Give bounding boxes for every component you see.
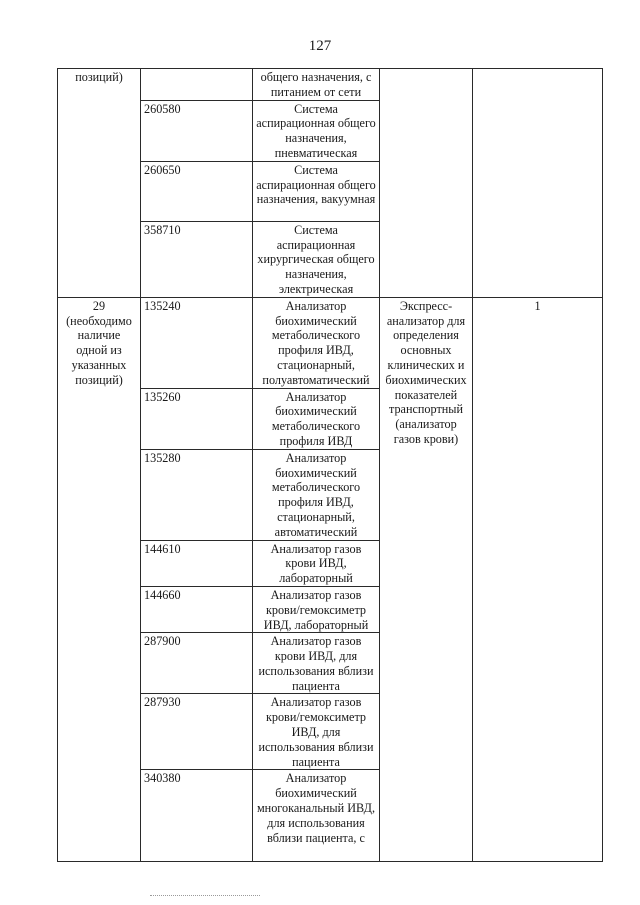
code-cell [141, 69, 253, 101]
code-cell: 340380 [141, 770, 253, 862]
position-cell: 29 (необходимо наличие одной из указанных позиций) [58, 297, 141, 862]
code-cell: 144610 [141, 540, 253, 586]
name-cell: общего назначения, с питанием от сети [253, 69, 380, 101]
code-cell: 260580 [141, 100, 253, 161]
name-cell: Анализатор биохимический метаболического профиля ИВД [253, 388, 380, 449]
code-cell: 287900 [141, 633, 253, 694]
name-cell: Система аспирационная общего назначения, пневматическая [253, 100, 380, 161]
description-cell [380, 69, 473, 298]
position-cell: позиций) [58, 69, 141, 298]
code-cell: 358710 [141, 221, 253, 297]
name-cell: Анализатор биохимический многоканальный ИВД, для использования вблизи пациента, с [253, 770, 380, 862]
table-row [58, 69, 603, 101]
quantity-cell [473, 69, 603, 298]
name-cell: Система аспирационная общего назначения, вакуумная [253, 161, 380, 221]
code-cell: 144660 [141, 586, 253, 632]
table-row [58, 297, 603, 388]
name-cell: Анализатор газов крови/гемоксиметр ИВД, для использования вблизи пациента [253, 694, 380, 770]
name-cell: Анализатор биохимический метаболического профиля ИВД, стационарный, полуавтоматический [253, 297, 380, 388]
code-cell: 287930 [141, 694, 253, 770]
equipment-table [57, 68, 603, 862]
code-cell: 135260 [141, 388, 253, 449]
description-cell: Экспресс-анализатор для определения основных клинических и биохимических показателей транспортный (анализатор газов крови) [380, 297, 473, 862]
name-cell: Система аспирационная хирургическая общего назначения, электрическая [253, 221, 380, 297]
code-cell: 260650 [141, 161, 253, 221]
scan-artifact-line [150, 895, 260, 897]
name-cell: Анализатор газов крови/гемоксиметр ИВД, лабораторный [253, 586, 380, 632]
quantity-cell: 1 [473, 297, 603, 862]
name-cell: Анализатор биохимический метаболического профиля ИВД, стационарный, автоматический [253, 449, 380, 540]
name-cell: Анализатор газов крови ИВД, лабораторный [253, 540, 380, 586]
code-cell: 135280 [141, 449, 253, 540]
name-cell: Анализатор газов крови ИВД, для использования вблизи пациента [253, 633, 380, 694]
page-number: 127 [308, 38, 332, 54]
code-cell: 135240 [141, 297, 253, 388]
